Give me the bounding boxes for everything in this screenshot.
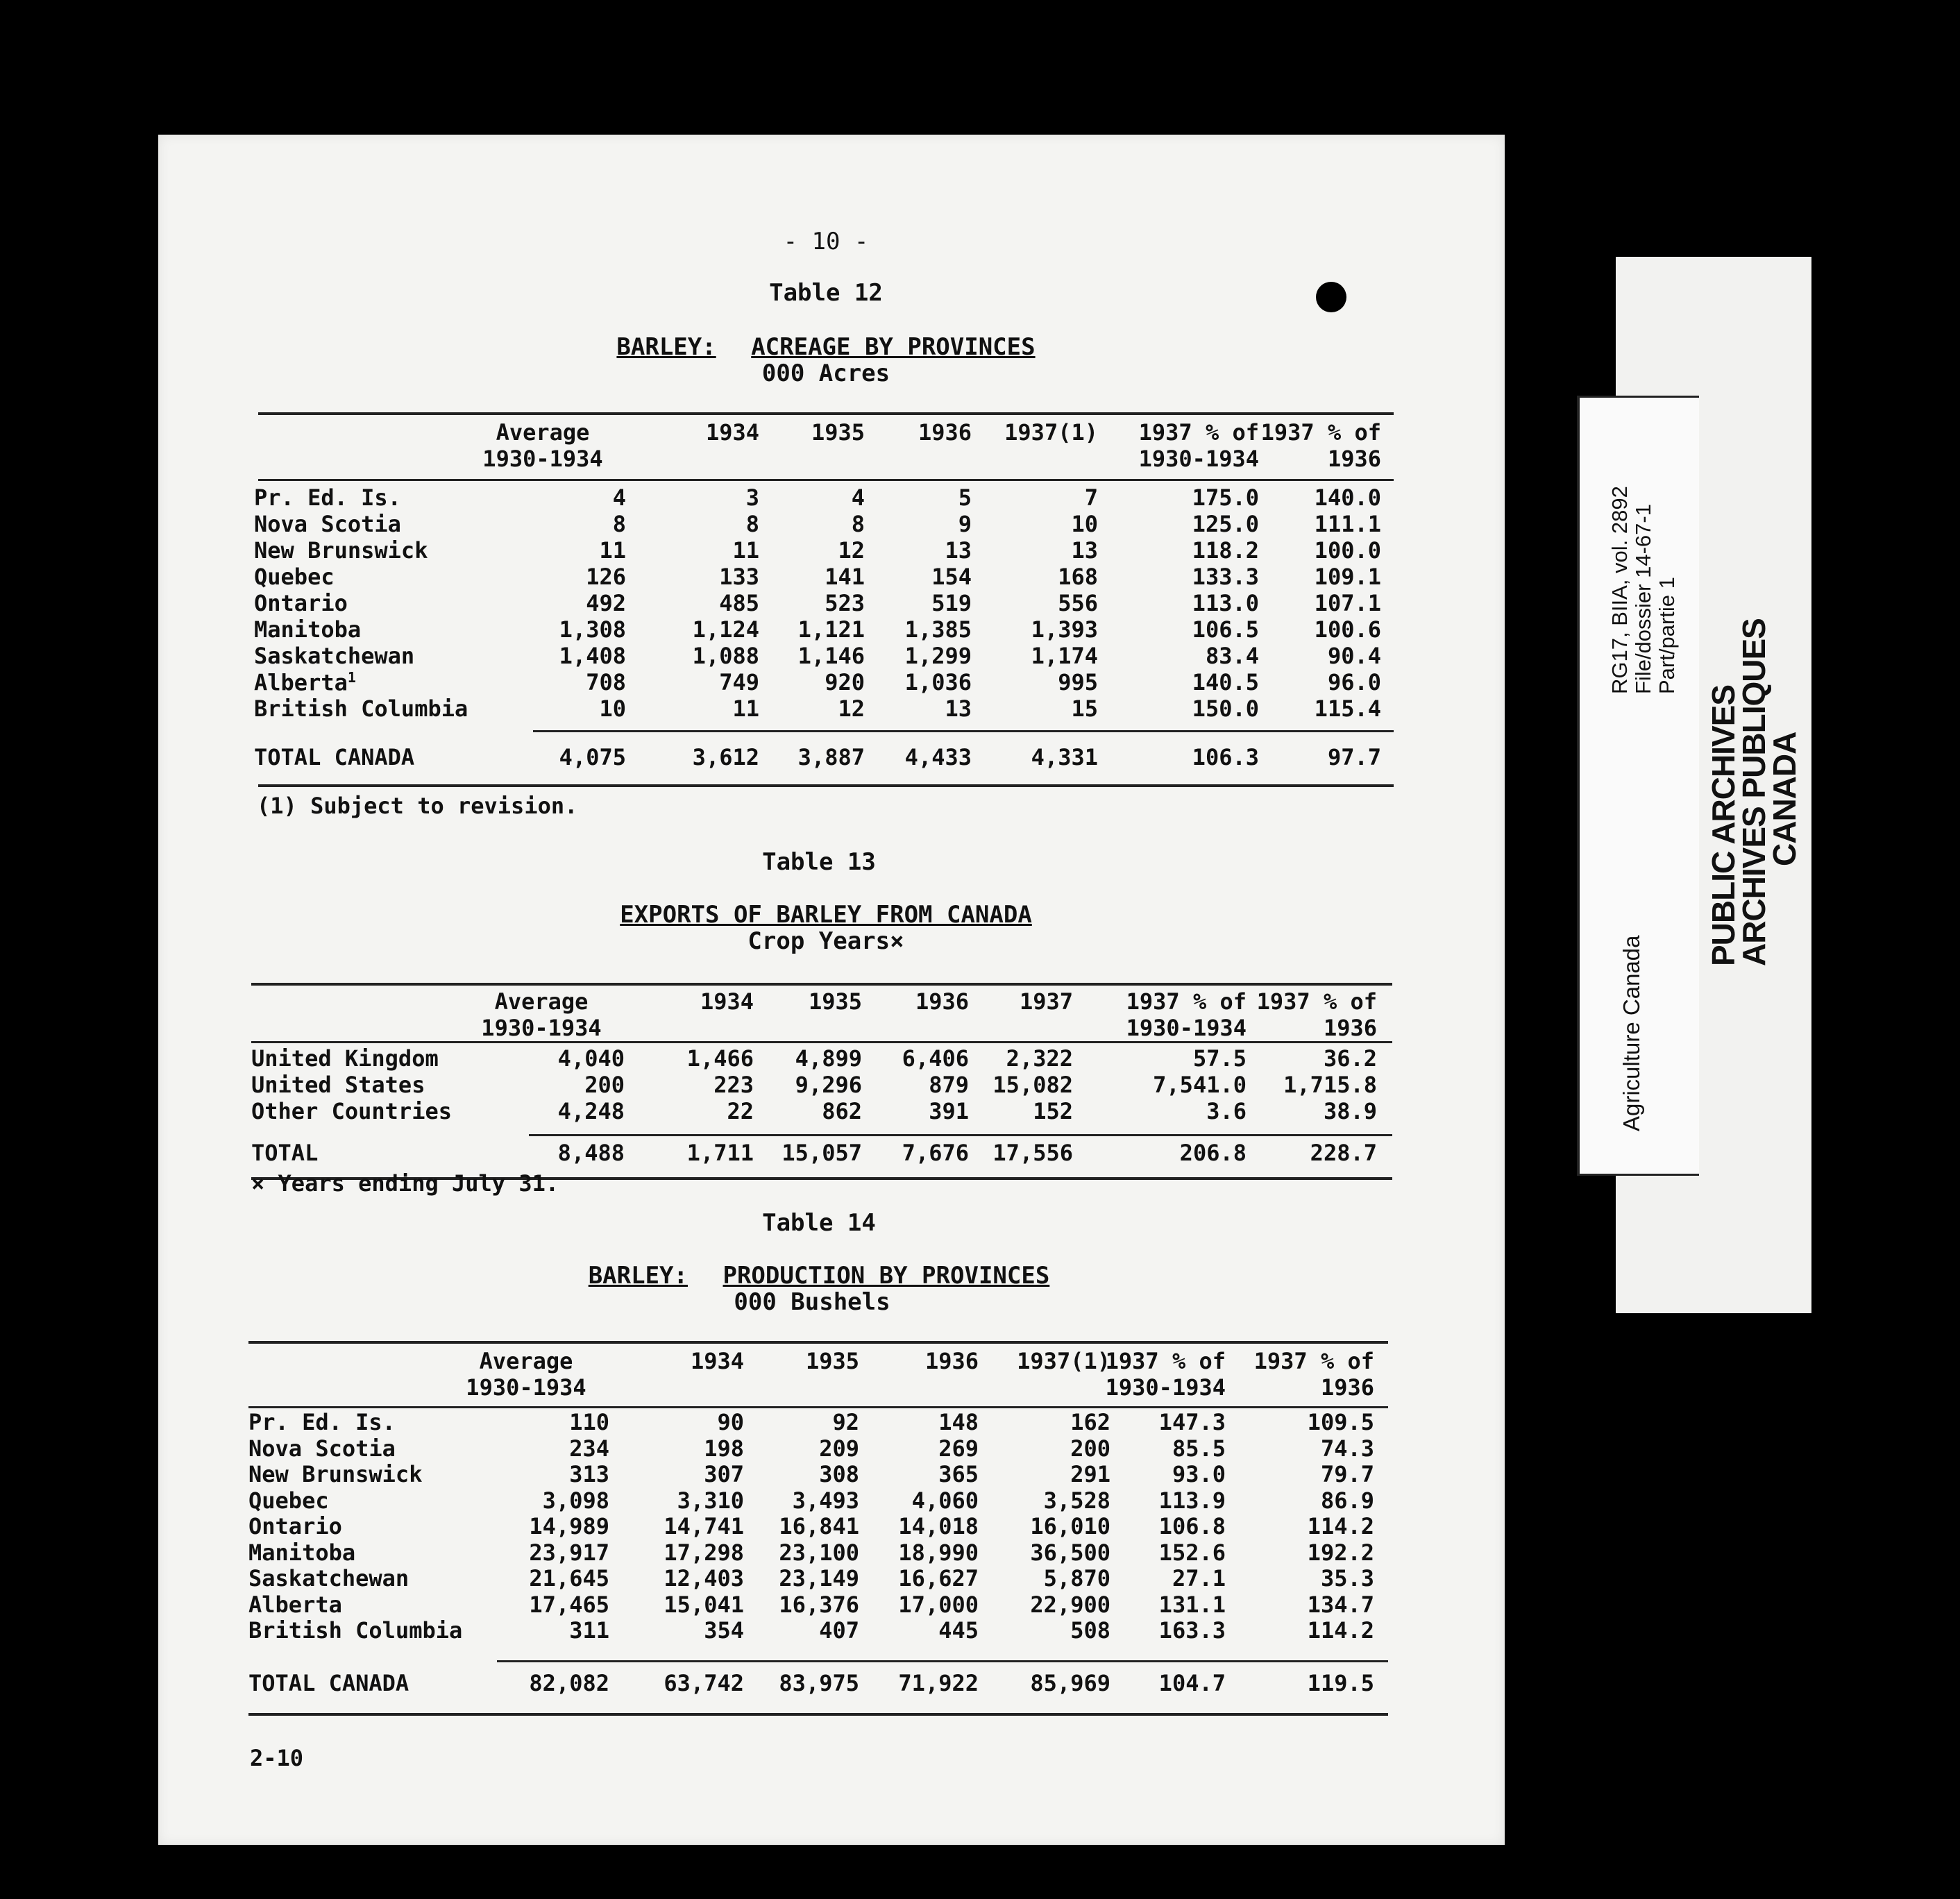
table14-cell: 16,627 [898,1565,979,1592]
table12-cell: 11 [732,537,759,564]
table13-cell: 879 [929,1072,969,1098]
table12-cell: 175.0 [1192,484,1259,511]
table14-cell: 445 [938,1617,979,1644]
table13-cell: 200 [584,1072,625,1098]
table13-cell: 862 [822,1098,862,1124]
table13-row-label: United States [251,1072,425,1098]
table12-cell: 8 [851,511,865,537]
table13-cell: 2,322 [1006,1045,1073,1072]
table12-row-label: Nova Scotia [254,511,401,537]
table14-total-cell: 85,969 [1030,1670,1110,1696]
table14-cell: 12,403 [664,1565,744,1592]
table12-cell: 115.4 [1314,695,1381,722]
table14-cell: 79.7 [1320,1461,1374,1487]
table14-row-label: Quebec [248,1487,329,1514]
table12-cell: 141 [825,564,865,590]
table14-cell: 85.5 [1172,1435,1226,1462]
table14-cell: 114.2 [1307,1617,1374,1644]
table12-title-part2: ACREAGE BY PROVINCES [751,333,1036,361]
table14-total-cell: 71,922 [898,1670,979,1696]
table14-cell: 14,989 [529,1513,609,1539]
table14-cell: 110 [569,1409,609,1435]
table14-total-cell: 83,975 [779,1670,859,1696]
table12-cell: 168 [1058,564,1098,590]
table14-cell: 163.3 [1158,1617,1226,1644]
table13-total-cell: 8,488 [557,1140,625,1166]
table12-row-label: Quebec [254,564,335,590]
table14-units: 000 Bushels [734,1288,890,1316]
table12-cell: 995 [1058,669,1098,695]
table14-cell: 18,990 [898,1539,979,1566]
table12-row-label: Alberta$^1$ [254,669,356,696]
table14-row-label: Saskatchewan [248,1565,409,1592]
table14-cell: 17,298 [664,1539,744,1566]
table14-cell: 3,098 [542,1487,609,1514]
table12-cell: 3 [745,484,759,511]
table12-total-cell: 4,075 [559,744,626,770]
table14-cell: 200 [1070,1435,1110,1462]
table12-cell: 519 [931,590,972,616]
table14-label: Table 14 [762,1209,876,1237]
table13-header-rule [251,1041,1392,1043]
table12-cell: 125.0 [1192,511,1259,537]
table14-subtotal-rule [497,1660,1388,1662]
table14-row-label: Ontario [248,1513,342,1539]
table13-cell: 4,248 [557,1098,625,1124]
table12-cell: 10 [1071,511,1098,537]
table12-cell: 13 [945,537,972,564]
table13-total-cell: 7,676 [902,1140,969,1166]
table14-row-label: Pr. Ed. Is. [248,1409,396,1435]
table12-cell: 13 [945,695,972,722]
table14-cell: 114.2 [1307,1513,1374,1539]
table14-cell: 508 [1070,1617,1110,1644]
page-number: - 10 - [783,228,869,255]
table14-bottom-rule [248,1713,1388,1716]
table14-cell: 14,018 [898,1513,979,1539]
table14-cell: 131.1 [1158,1591,1226,1618]
table13-header-1: 1934 [700,988,754,1015]
table14-header-1: 1934 [690,1348,744,1374]
table14-cell: 5,870 [1043,1565,1110,1592]
table14-cell: 234 [569,1435,609,1462]
table13-cell: 1,466 [686,1045,754,1072]
table14-cell: 22,900 [1030,1591,1110,1618]
table12-header-rule [258,479,1394,481]
table12-cell: 1,124 [692,616,759,643]
table14-cell: 162 [1070,1409,1110,1435]
table12-header-5: 1937 % of 1930-1934 [1138,419,1259,472]
table14-cell: 93.0 [1172,1461,1226,1487]
table14-cell: 16,376 [779,1591,859,1618]
table13-cell: 36.2 [1323,1045,1377,1072]
table12-header-0: Average 1930-1934 [482,419,603,472]
table13-top-rule [251,983,1392,986]
table12-cell: 11 [732,695,759,722]
table12-label: Table 12 [769,279,883,307]
table14-cell: 4,060 [911,1487,979,1514]
table12-cell: 920 [825,669,865,695]
table14-cell: 3,493 [792,1487,859,1514]
table14-cell: 14,741 [664,1513,744,1539]
table12-top-rule [258,412,1394,415]
table14-cell: 269 [938,1435,979,1462]
footer-code: 2-10 [250,1745,304,1771]
table13-cell: 152 [1033,1098,1073,1124]
table12-row-label: Manitoba [254,616,362,643]
table14-row-label: British Columbia [248,1617,463,1644]
table12-cell: 133 [719,564,759,590]
table13-cell: 3.6 [1206,1098,1247,1124]
table12-cell: 154 [931,564,972,590]
table12-total-cell: 106.3 [1192,744,1259,770]
table13-header-5: 1937 % of 1930-1934 [1126,988,1247,1041]
table12-row-label: Ontario [254,590,348,616]
table12-cell: 106.5 [1192,616,1259,643]
table12-cell: 1,408 [559,643,626,669]
table14-cell: 192.2 [1307,1539,1374,1566]
table12-cell: 9 [958,511,972,537]
table12-cell: 4 [612,484,626,511]
table12-cell: 749 [719,669,759,695]
table12-cell: 1,121 [797,616,865,643]
table13-total-cell: 17,556 [992,1140,1073,1166]
table14-row-label: Alberta [248,1591,342,1618]
table14-cell: 291 [1070,1461,1110,1487]
table14-title [562,1262,1076,1290]
table13-cell: 4,899 [795,1045,862,1072]
table13-cell: 4,040 [557,1045,625,1072]
table12-header-1: 1934 [705,419,759,446]
table14-row-label: Manitoba [248,1539,356,1566]
table12-cell: 1,088 [692,643,759,669]
table12-header-6: 1937 % of 1936 [1260,419,1381,472]
table14-cell: 15,041 [664,1591,744,1618]
table12-cell: 1,299 [904,643,972,669]
table12-title-part1: BARLEY: [616,333,716,361]
alberta-footnote-marker: 1 [347,669,356,686]
table12-row-label: Pr. Ed. Is. [254,484,401,511]
table12-cell: 113.0 [1192,590,1259,616]
table12-cell: 1,174 [1031,643,1098,669]
table14-cell: 365 [938,1461,979,1487]
table12-cell: 15 [1071,695,1098,722]
table14-cell: 134.7 [1307,1591,1374,1618]
table13-total-cell: 15,057 [782,1140,862,1166]
table12-cell: 10 [599,695,626,722]
table14-header-3: 1936 [924,1348,979,1374]
table12-cell: 485 [719,590,759,616]
table13-header-4: 1937 [1019,988,1073,1015]
table12-cell: 11 [599,537,626,564]
table12-cell: 556 [1058,590,1098,616]
table13-header-6: 1937 % of 1936 [1256,988,1377,1041]
table13-cell: 38.9 [1323,1098,1377,1124]
table12-row-label: British Columbia [254,695,468,722]
table12-cell: 12 [838,695,865,722]
table12-cell: 107.1 [1314,590,1381,616]
table13-total-cell: 206.8 [1179,1140,1247,1166]
table12-cell: 1,308 [559,616,626,643]
table13-cell: 1,715.8 [1283,1072,1377,1098]
table12-cell: 100.6 [1314,616,1381,643]
table12-bottom-rule [258,784,1394,787]
table12-header-3: 1936 [918,419,972,446]
table14-cell: 313 [569,1461,609,1487]
table12-total-label: TOTAL CANADA [254,744,415,770]
table14-header-0: Average 1930-1934 [466,1348,586,1401]
archive-reference-line1: RG17, BIIA, vol. 2892 [1607,486,1632,694]
table12-cell: 13 [1071,537,1098,564]
table12-cell: 4 [851,484,865,511]
table13-footnote: × Years ending July 31. [251,1170,559,1197]
table12-cell: 96.0 [1327,669,1381,695]
table14-top-rule [248,1341,1388,1344]
table14-total-cell: 119.5 [1307,1670,1374,1696]
table13-label: Table 13 [762,848,876,876]
table14-total-cell: 82,082 [529,1670,609,1696]
table12-cell: 8 [612,511,626,537]
table14-cell: 90 [717,1409,744,1435]
table12-total-cell: 4,433 [904,744,972,770]
table14-cell: 23,917 [529,1539,609,1566]
table14-cell: 27.1 [1172,1565,1226,1592]
table14-cell: 113.9 [1158,1487,1226,1514]
table12-cell: 12 [838,537,865,564]
table12-total-cell: 3,887 [797,744,865,770]
table14-cell: 354 [704,1617,744,1644]
table12-cell: 100.0 [1314,537,1381,564]
table14-cell: 109.5 [1307,1409,1374,1435]
table14-total-label: TOTAL CANADA [248,1670,409,1696]
table13-subtitle: Crop Years× [747,927,904,955]
table14-cell: 86.9 [1320,1487,1374,1514]
table13-cell: 6,406 [902,1045,969,1072]
table14-header-2: 1935 [805,1348,859,1374]
table12-cell: 1,385 [904,616,972,643]
table14-row-label: Nova Scotia [248,1435,396,1462]
table14-cell: 74.3 [1320,1435,1374,1462]
table14-cell: 148 [938,1409,979,1435]
table12-cell: 109.1 [1314,564,1381,590]
table14-cell: 92 [832,1409,859,1435]
table14-header-rule [248,1406,1388,1408]
table12-cell: 708 [586,669,626,695]
table14-cell: 36,500 [1030,1539,1110,1566]
table13-row-label: Other Countries [251,1098,452,1124]
table14-header-4: 1937(1) [1017,1348,1110,1374]
table14-total-cell: 104.7 [1158,1670,1226,1696]
table12-cell: 140.0 [1314,484,1381,511]
table13-cell: 391 [929,1098,969,1124]
table13-cell: 15,082 [992,1072,1073,1098]
table14-cell: 311 [569,1617,609,1644]
table12-title [583,333,1069,361]
table14-cell: 23,100 [779,1539,859,1566]
table12-cell: 8 [745,511,759,537]
table14-cell: 308 [819,1461,859,1487]
punch-hole [1316,282,1346,312]
table14-cell: 152.6 [1158,1539,1226,1566]
table12-cell: 140.5 [1192,669,1259,695]
table14-cell: 16,841 [779,1513,859,1539]
table13-cell: 22 [727,1098,754,1124]
table12-footnote: (1) Subject to revision. [257,793,578,819]
table14-cell: 198 [704,1435,744,1462]
archive-reference-line2: File/dossier 14-67-1 [1631,504,1655,694]
table13-header-2: 1935 [808,988,862,1015]
table14-cell: 147.3 [1158,1409,1226,1435]
table13-row-label: United Kingdom [251,1045,439,1072]
table12-cell: 1,393 [1031,616,1098,643]
table14-cell: 3,528 [1043,1487,1110,1514]
table14-title-part1: BARLEY: [588,1262,688,1290]
table12-header-4: 1937(1) [1004,419,1098,446]
table14-cell: 106.8 [1158,1513,1226,1539]
table12-cell: 111.1 [1314,511,1381,537]
table12-cell: 7 [1084,484,1098,511]
archive-stamp-line1: PUBLIC ARCHIVES [1705,685,1741,966]
table12-cell: 118.2 [1192,537,1259,564]
table14-cell: 17,000 [898,1591,979,1618]
table12-cell: 133.3 [1192,564,1259,590]
table12-cell: 150.0 [1192,695,1259,722]
table12-cell: 523 [825,590,865,616]
table13-total-label: TOTAL [251,1140,319,1166]
table14-cell: 3,310 [677,1487,744,1514]
table14-header-5: 1937 % of 1930-1934 [1105,1348,1226,1401]
table12-cell: 1,036 [904,669,972,695]
table14-cell: 209 [819,1435,859,1462]
table13-header-3: 1936 [915,988,969,1015]
table13-cell: 9,296 [795,1072,862,1098]
table14-row-label: New Brunswick [248,1461,423,1487]
table13-cell: 7,541.0 [1153,1072,1247,1098]
table12-cell: 90.4 [1327,643,1381,669]
table12-row-label: Saskatchewan [254,643,415,669]
table14-cell: 23,149 [779,1565,859,1592]
table13-cell: 223 [713,1072,754,1098]
table14-cell: 17,465 [529,1591,609,1618]
table12-row-label: New Brunswick [254,537,428,564]
table12-units: 000 Acres [761,360,890,387]
table14-cell: 21,645 [529,1565,609,1592]
table12-cell: 1,146 [797,643,865,669]
table12-subtotal-rule [533,730,1394,732]
table13-cell: 57.5 [1192,1045,1247,1072]
table12-cell: 126 [586,564,626,590]
table12-cell: 83.4 [1205,643,1259,669]
archive-department: Agriculture Canada [1619,935,1644,1131]
table12-total-cell: 97.7 [1327,744,1381,770]
archive-stamp-line2: ARCHIVES PUBLIQUES [1736,618,1772,966]
table14-cell: 35.3 [1320,1565,1374,1592]
table12-cell: 492 [586,590,626,616]
table13-total-cell: 1,711 [686,1140,754,1166]
table14-title-part2: PRODUCTION BY PROVINCES [723,1262,1050,1290]
table12-total-cell: 4,331 [1031,744,1098,770]
table13-header-0: Average 1930-1934 [481,988,602,1041]
table13-total-cell: 228.7 [1310,1140,1377,1166]
table12-header-2: 1935 [811,419,865,446]
table14-cell: 307 [704,1461,744,1487]
table14-cell: 407 [819,1617,859,1644]
table14-total-cell: 63,742 [664,1670,744,1696]
archive-reference-line3: Part/partie 1 [1655,577,1679,694]
table14-header-6: 1937 % of 1936 [1253,1348,1374,1401]
table13-title: EXPORTS OF BARLEY FROM CANADA [620,901,1032,929]
table12-cell: 5 [958,484,972,511]
table13-subtotal-rule [529,1134,1392,1136]
table14-cell: 16,010 [1030,1513,1110,1539]
archive-stamp-line3: CANADA [1766,732,1802,866]
table12-total-cell: 3,612 [692,744,759,770]
